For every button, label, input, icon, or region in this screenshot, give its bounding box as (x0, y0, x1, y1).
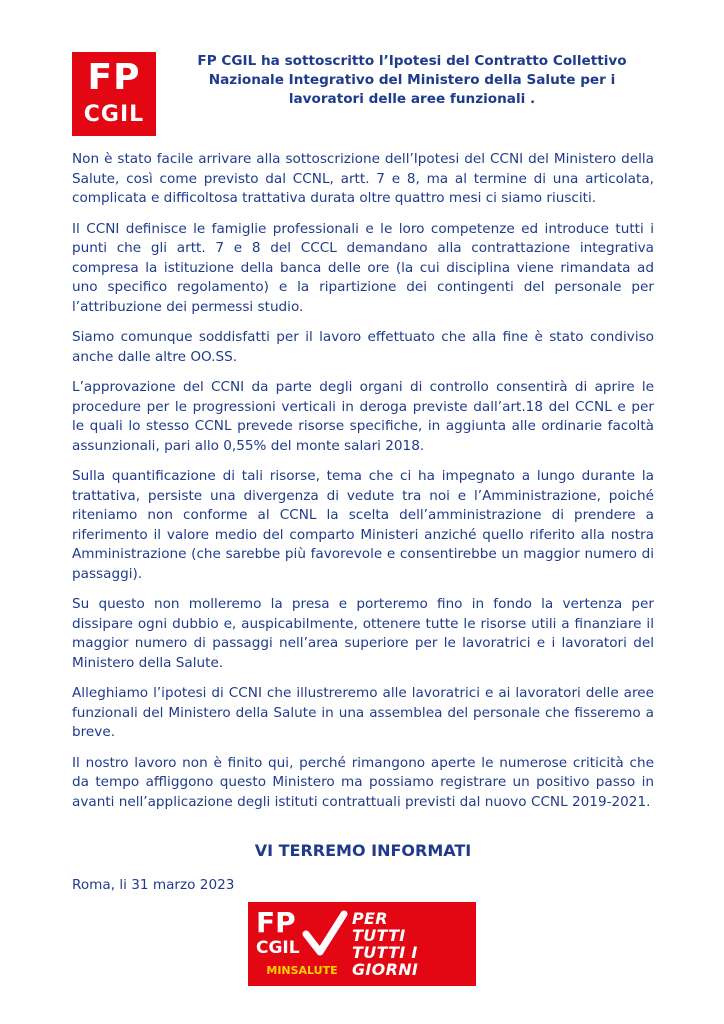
closing-heading: VI TERREMO INFORMATI (254, 841, 472, 860)
campaign-banner (248, 902, 476, 986)
slogan-line: GIORNI (352, 960, 419, 979)
paragraph: Sulla quantificazione di tali risorse, tema che ci ha impegnato a lungo durante la trattativa, persiste una divergenza di vedute tra noi e l’Amministrazione, poiché riteniamo non conforme al CCNL la scelta dell’amministrazione di prendere a riferimento il valore medio del comparto Ministeri anziché quello riferito alla nostra Amministrazione (che sarebbe più favorevole e consentirebbe un maggior numero di passaggi). (72, 468, 654, 582)
fp-cgil-logo (72, 52, 156, 136)
paragraph: Su questo non molleremo la presa e porteremo fino in fondo la vertenza per dissipare ogni dubbio e, auspicabilmente, ottenere tutte le risorse utili a finanziare il maggior numero di passaggi nell’area superiore per le lavoratrici e i lavoratori del Ministero della Salute. (72, 596, 654, 671)
slogan-line: PER (352, 909, 388, 928)
banner-fp-text: FP (256, 906, 296, 939)
slogan-line: TUTTI I (352, 943, 418, 962)
slogan-line: TUTTI (352, 926, 406, 945)
paragraph: L’approvazione del CCNI da parte degli organi di controllo consentirà di aprire le procedure per le progressioni verticali in deroga previste dall’art.18 del CCNL e per le quali lo stesso CCNL prevede risorse specifiche, in aggiunta alle ordinarie facoltà assunzionali, pari allo 0,55% del monte salari 2018. (72, 379, 654, 454)
document-title: FP CGIL ha sottoscritto l’Ipotesi del Contratto Collettivo Nazionale Integrativo del Ministero della Salute per i lavoratori delle aree funzionali . (197, 53, 627, 107)
banner-cgil-text: CGIL (256, 938, 300, 958)
banner-ministry-label: MINSALUTE (266, 964, 338, 977)
date-line: Roma, li 31 marzo 2023 (72, 877, 235, 893)
logo-cgil-text: CGIL (83, 102, 145, 127)
paragraph: Siamo comunque soddisfatti per il lavoro effettuato che alla fine è stato condiviso anche dalle altre OO.SS. (72, 329, 654, 365)
logo-fp-text: FP (87, 57, 141, 98)
banner-slogan (352, 910, 470, 978)
checkmark-icon (302, 908, 348, 960)
paragraph: Non è stato facile arrivare alla sottoscrizione dell’Ipotesi del CCNI del Ministero della Salute, così come previsto dal CCNL, artt. 7 e 8, ma al termine di una articolata, complicata e difficoltosa trattativa durata oltre quattro mesi ci siamo riusciti. (72, 151, 654, 206)
paragraph: Il CCNI definisce le famiglie professionali e le loro competenze ed introduce tutti i punti che gli artt. 7 e 8 del CCCL demandano alla contrattazione integrativa compresa la istituzione della banca delle ore (la cui disciplina viene rimandata ad uno specifico regolamento) e la ripartizione dei contingenti del personale per l’attribuzione dei permessi studio. (72, 220, 654, 315)
paragraph: Il nostro lavoro non è finito qui, perché rimangono aperte le numerose criticità che da tempo affliggono questo Ministero ma possiamo registrare un positivo passo in avanti nell’applicazione degli istituti contrattuali previsti dal nuovo CCNL 2019-2021. (72, 754, 654, 810)
paragraph: Alleghiamo l’ipotesi di CCNI che illustreremo alle lavoratrici e ai lavoratori delle aree funzionali del Ministero della Salute in una assemblea del personale che fisseremo a breve. (72, 685, 654, 740)
document-body (72, 150, 654, 823)
